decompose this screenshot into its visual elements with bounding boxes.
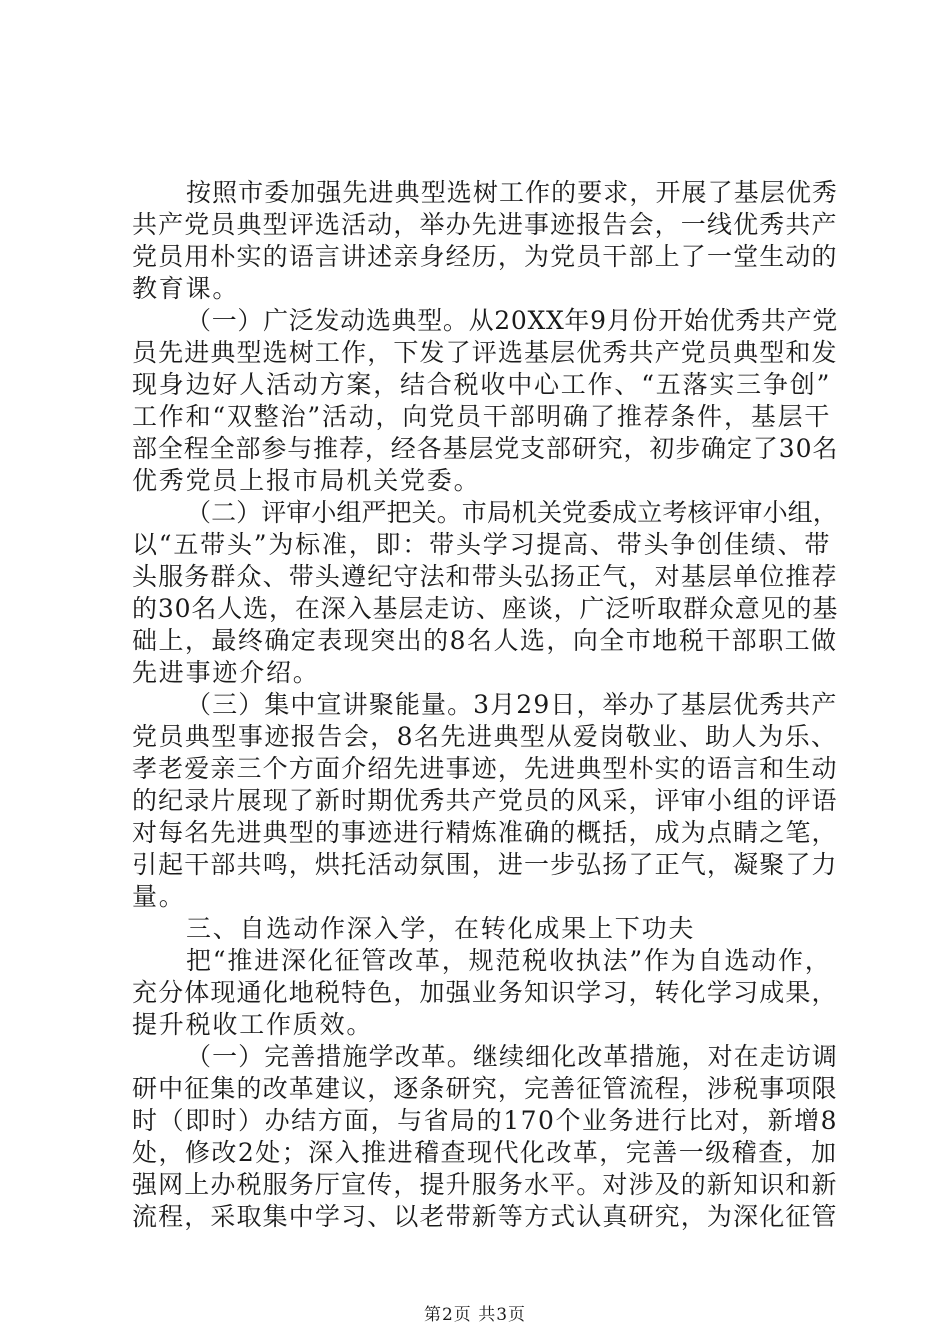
- text-line: 共产党员典型评选活动，举办先进事迹报告会，一线优秀共产: [132, 210, 838, 239]
- text-line: 先进事迹介绍。: [132, 658, 320, 687]
- text-line: 部全程全部参与推荐，经各基层党支部研究，初步确定了30名: [132, 434, 839, 463]
- text-line: 党员用朴实的语言讲述亲身经历，为党员干部上了一堂生动的: [132, 242, 838, 271]
- text-line: （二）评审小组严把关。市局机关党委成立考核评审小组，: [186, 498, 838, 527]
- text-line: （三）集中宣讲聚能量。3月29日，举办了基层优秀共产: [186, 690, 838, 719]
- text-line: （一）完善措施学改革。继续细化改革措施，对在走访调: [186, 1042, 839, 1071]
- text-line: 量。: [132, 882, 186, 911]
- text-line: 党员典型事迹报告会，8名先进典型从爱岗敬业、助人为乐、: [132, 722, 838, 751]
- page-number-footer: 第2页 共3页: [423, 1305, 527, 1325]
- text-line: 头服务群众、带头遵纪守法和带头弘扬正气，对基层单位推荐: [132, 562, 838, 591]
- text-line: 的30名人选，在深入基层走访、座谈，广泛听取群众意见的基: [132, 594, 839, 623]
- text-line: 流程，采取集中学习、以老带新等方式认真研究，为深化征管: [132, 1202, 838, 1231]
- text-line: 研中征集的改革建议，逐条研究，完善征管流程，涉税事项限: [132, 1074, 838, 1103]
- text-line: 现身边好人活动方案，结合税收中心工作、“五落实三争创”: [132, 370, 832, 399]
- text-line: 充分体现通化地税特色，加强业务知识学习，转化学习成果，: [132, 978, 838, 1007]
- text-line: 优秀党员上报市局机关党委。: [132, 466, 481, 495]
- text-line: 处，修改2处；深入推进稽查现代化改革，完善一级稽查，加: [132, 1138, 838, 1167]
- text-line: 的纪录片展现了新时期优秀共产党员的风采，评审小组的评语: [132, 786, 838, 815]
- text-line: 引起干部共鸣，烘托活动氛围，进一步弘扬了正气，凝聚了力: [132, 850, 838, 879]
- text-line: 把“推进深化征管改革，规范税收执法”作为自选动作，: [186, 946, 832, 975]
- text-line: 工作和“双整治”活动，向党员干部明确了推荐条件，基层干: [132, 402, 832, 431]
- text-line: 提升税收工作质效。: [132, 1010, 374, 1039]
- text-line: 教育课。: [132, 274, 240, 303]
- text-line: 时（即时）办结方面，与省局的170个业务进行比对，新增8: [132, 1106, 839, 1135]
- section-heading: 三、自选动作深入学，在转化成果上下功夫: [186, 914, 696, 943]
- text-line: （一）广泛发动选典型。从20XX年9月份开始优秀共产党: [186, 306, 838, 335]
- text-line: 员先进典型选树工作，下发了评选基层优秀共产党员典型和发: [132, 338, 838, 367]
- text-line: 础上，最终确定表现突出的8名人选，向全市地税干部职工做: [132, 626, 838, 655]
- text-line: 对每名先进典型的事迹进行精炼准确的概括，成为点睛之笔，: [132, 818, 838, 847]
- text-line: 以“五带头”为标准，即：带头学习提高、带头争创佳绩、带: [132, 530, 832, 559]
- text-line: 按照市委加强先进典型选树工作的要求，开展了基层优秀: [186, 178, 839, 207]
- text-line: 孝老爱亲三个方面介绍先进事迹，先进典型朴实的语言和生动: [132, 754, 838, 783]
- text-line: 强网上办税服务厅宣传，提升服务水平。对涉及的新知识和新: [132, 1170, 838, 1199]
